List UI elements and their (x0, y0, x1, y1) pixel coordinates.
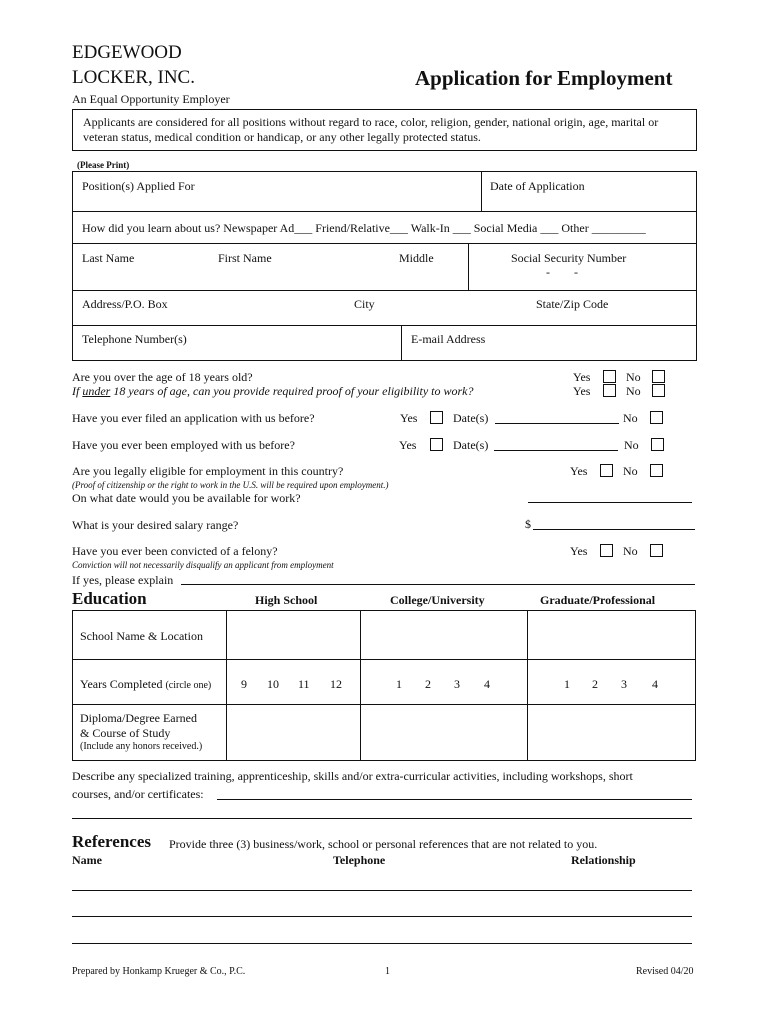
filed-before-dates-label: Date(s) (453, 411, 489, 425)
felony-yes-checkbox[interactable] (600, 544, 613, 557)
question-employed-before: Have you ever been employed with us before? (72, 438, 295, 452)
first-name-field[interactable]: First Name (218, 251, 272, 265)
reference-line-3[interactable] (72, 943, 692, 944)
referral-source-field[interactable]: How did you learn about us? Newspaper Ad___ Friend/Relative___ Walk-In ___ Social Media ___ Other _________ (82, 221, 646, 235)
notice-box (72, 109, 697, 151)
grad-year-1[interactable]: 1 (564, 677, 570, 691)
last-name-field[interactable]: Last Name (82, 251, 135, 265)
email-field[interactable]: E-mail Address (411, 332, 486, 346)
question-available-date: On what date would you be available for work? (72, 491, 301, 505)
question-legally-eligible: Are you legally eligible for employment in this country? (72, 464, 344, 478)
reference-line-2[interactable] (72, 916, 692, 917)
hs-year-10[interactable]: 10 (267, 677, 279, 691)
grad-year-4[interactable]: 4 (652, 677, 658, 691)
ssn-dashes: - - (546, 265, 578, 279)
footer-page-number: 1 (385, 966, 390, 977)
felony-no-label: No (623, 544, 638, 558)
ref-col-name: Name (72, 853, 102, 867)
college-year-3[interactable]: 3 (454, 677, 460, 691)
edu-row-diploma-line1: Diploma/Degree Earned (80, 711, 197, 725)
filed-before-no-label: No (623, 411, 638, 425)
legally-eligible-yes-checkbox[interactable] (600, 464, 613, 477)
under-18-yes-label: Yes (573, 384, 591, 398)
salary-dollar-sign: $ (525, 517, 531, 531)
education-heading: Education (72, 589, 147, 608)
positions-applied-for-field[interactable]: Position(s) Applied For (82, 179, 195, 193)
over-18-yes-checkbox[interactable] (603, 370, 616, 383)
edu-row-school-name: School Name & Location (80, 629, 203, 643)
please-print-note: (Please Print) (77, 160, 130, 170)
edu-col-high-school: High School (255, 593, 318, 607)
felony-note: Conviction will not necessarily disqualify an applicant from employment (72, 560, 334, 570)
grad-year-3[interactable]: 3 (621, 677, 627, 691)
legally-eligible-no-label: No (623, 464, 638, 478)
training-line-1[interactable] (217, 799, 692, 800)
legally-eligible-yes-label: Yes (570, 464, 588, 478)
hs-year-9[interactable]: 9 (241, 677, 247, 691)
proof-of-citizenship-note: (Proof of citizenship or the right to work in the U.S. will be required upon employment.) (72, 480, 389, 490)
middle-name-field[interactable]: Middle (399, 251, 434, 265)
college-year-1[interactable]: 1 (396, 677, 402, 691)
over-18-no-label: No (626, 370, 641, 384)
state-zip-field[interactable]: State/Zip Code (536, 297, 609, 311)
references-heading: References (72, 832, 151, 851)
felony-explain-label: If yes, please explain (72, 573, 174, 587)
tagline: An Equal Opportunity Employer (72, 92, 230, 106)
employed-before-yes-label: Yes (399, 438, 417, 452)
college-year-4[interactable]: 4 (484, 677, 490, 691)
question-salary-range: What is your desired salary range? (72, 518, 239, 532)
company-name-line2: LOCKER, INC. (72, 67, 195, 88)
reference-line-1[interactable] (72, 890, 692, 891)
over-18-yes-label: Yes (573, 370, 591, 384)
company-name-line1: EDGEWOOD (72, 42, 182, 63)
felony-explain-line[interactable] (181, 584, 695, 585)
edu-col-college: College/University (390, 593, 485, 607)
hs-year-12[interactable]: 12 (330, 677, 342, 691)
under-18-no-label: No (626, 384, 641, 398)
question-under-18: If under 18 years of age, can you provide required proof of your eligibility to work? (72, 384, 474, 398)
filed-before-no-checkbox[interactable] (650, 411, 663, 424)
question-over-18: Are you over the age of 18 years old? (72, 370, 253, 384)
edu-row-diploma-line2: & Course of Study (80, 726, 171, 740)
address-field[interactable]: Address/P.O. Box (82, 297, 168, 311)
employed-before-yes-checkbox[interactable] (430, 438, 443, 451)
edu-col-graduate: Graduate/Professional (540, 593, 656, 607)
college-year-2[interactable]: 2 (425, 677, 431, 691)
ref-col-relationship: Relationship (571, 853, 636, 867)
training-prompt-line2: courses, and/or certificates: (72, 787, 204, 801)
hs-year-11[interactable]: 11 (298, 677, 310, 691)
training-line-2[interactable] (72, 818, 692, 819)
training-prompt-line1: Describe any specialized training, apprenticeship, skills and/or extra-curricular activities, including workshops, short (72, 769, 633, 783)
employed-before-dates-line[interactable] (494, 450, 618, 451)
ref-col-telephone: Telephone (333, 853, 386, 867)
under-18-yes-checkbox[interactable] (603, 384, 616, 397)
employed-before-dates-label: Date(s) (453, 438, 489, 452)
grad-year-2[interactable]: 2 (592, 677, 598, 691)
filed-before-yes-label: Yes (400, 411, 418, 425)
employed-before-no-label: No (624, 438, 639, 452)
footer-prepared-by: Prepared by Honkamp Krueger & Co., P.C. (72, 966, 246, 977)
city-field[interactable]: City (354, 297, 375, 311)
edu-row-years-completed: Years Completed (circle one) (80, 677, 212, 691)
footer-revised: Revised 04/20 (636, 966, 694, 977)
filed-before-dates-line[interactable] (495, 423, 619, 424)
under-18-no-checkbox[interactable] (652, 384, 665, 397)
felony-yes-label: Yes (570, 544, 588, 558)
eeo-notice: Applicants are considered for all positions without regard to race, color, religion, gender, national origin, age, marital or veteran status, medical condition or handicap, or any other legally protected status. (83, 115, 659, 144)
employed-before-no-checkbox[interactable] (651, 438, 664, 451)
over-18-no-checkbox[interactable] (652, 370, 665, 383)
telephone-field[interactable]: Telephone Number(s) (82, 332, 187, 346)
filed-before-yes-checkbox[interactable] (430, 411, 443, 424)
felony-no-checkbox[interactable] (650, 544, 663, 557)
question-felony: Have you ever been convicted of a felony? (72, 544, 278, 558)
edu-row-diploma-note: (Include any honors received.) (80, 741, 203, 752)
available-date-line[interactable] (528, 502, 692, 503)
salary-range-line[interactable] (533, 529, 695, 530)
legally-eligible-no-checkbox[interactable] (650, 464, 663, 477)
question-filed-before: Have you ever filed an application with us before? (72, 411, 315, 425)
date-of-application-field[interactable]: Date of Application (490, 179, 585, 193)
form-title: Application for Employment (415, 66, 673, 90)
ssn-field[interactable]: Social Security Number (511, 251, 627, 265)
references-instructions: Provide three (3) business/work, school or personal references that are not related to you. (169, 837, 598, 851)
